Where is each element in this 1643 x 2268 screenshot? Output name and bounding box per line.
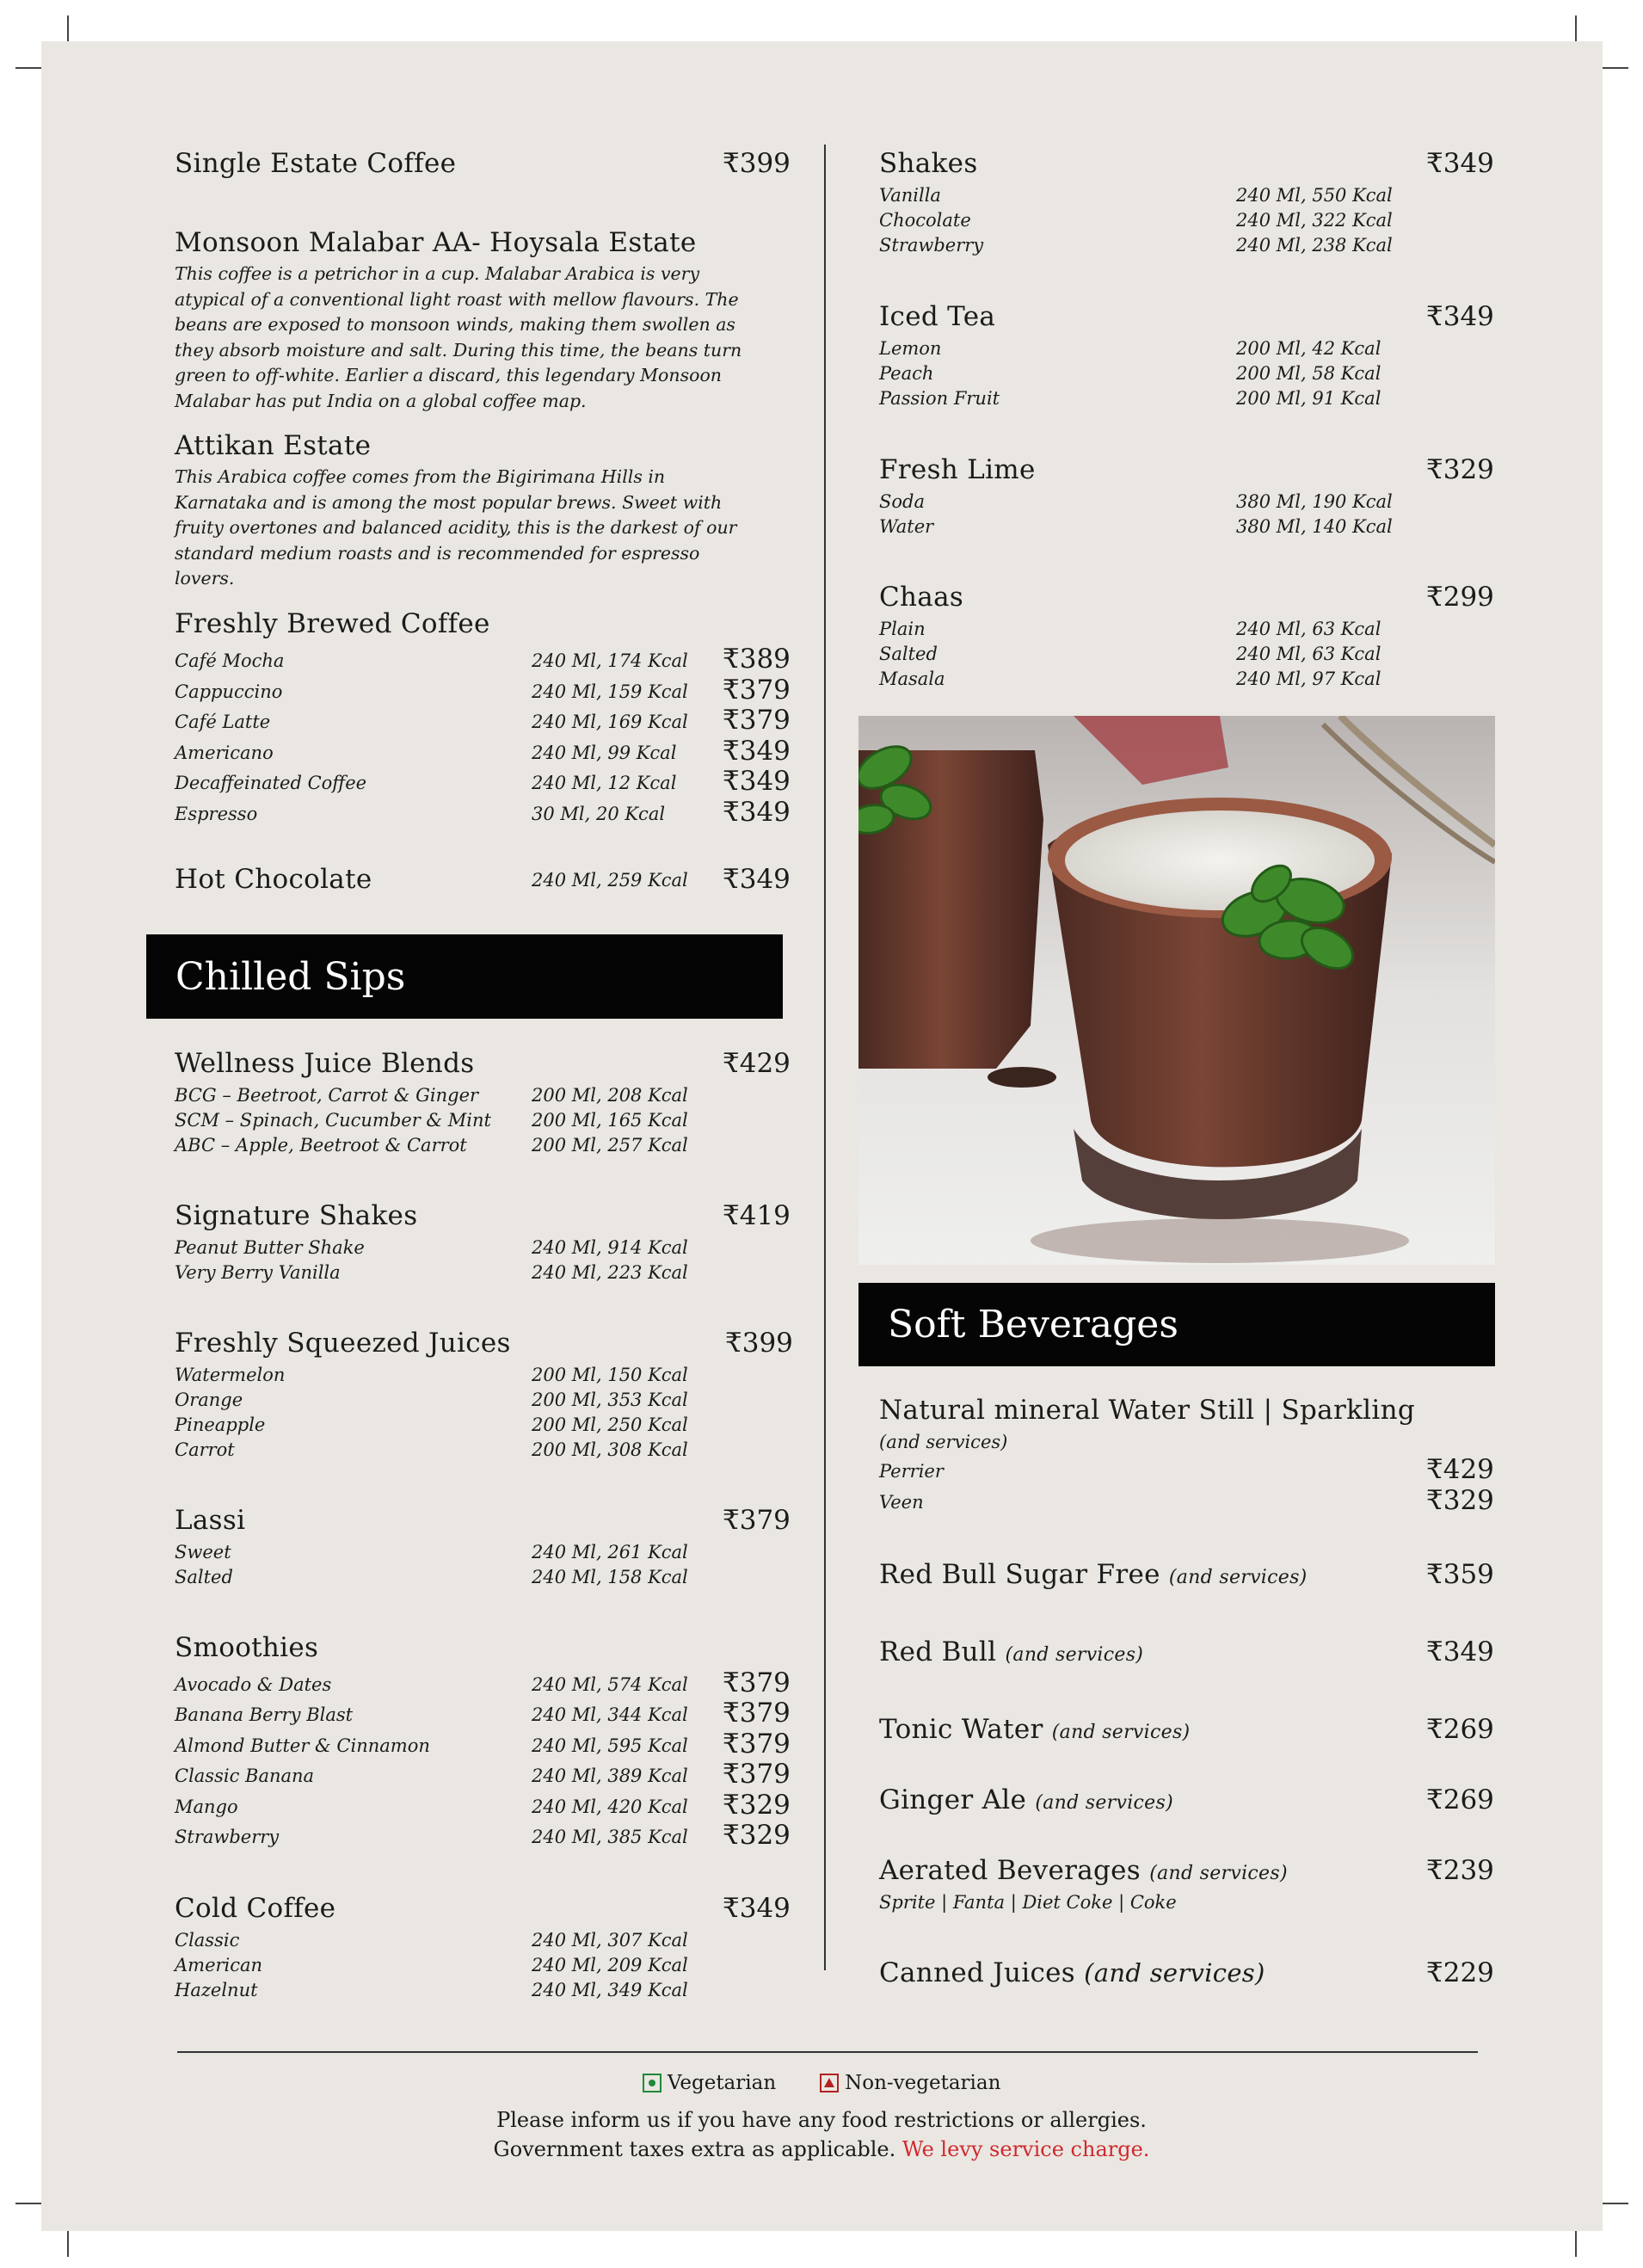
cold-coffee-item-info: 240 Ml, 349 Kcal xyxy=(532,1980,688,2000)
juice-item-info: 200 Ml, 353 Kcal xyxy=(532,1390,688,1410)
juices-price: ₹399 xyxy=(725,1328,793,1359)
lassi-cups-photo xyxy=(858,716,1495,1265)
brewed-item-price: ₹379 xyxy=(723,705,791,736)
lassi-cups-illustration xyxy=(858,716,1495,1265)
iced-tea-item-name: Lemon xyxy=(879,338,942,359)
crop-mark xyxy=(67,2231,69,2257)
smoothie-item-name: Avocado & Dates xyxy=(175,1674,332,1695)
iced-tea-item-info: 200 Ml, 58 Kcal xyxy=(1236,363,1381,384)
redbull-sf-title xyxy=(879,1559,1308,1590)
shakes-item-info: 240 Ml, 322 Kcal xyxy=(1236,210,1393,231)
smoothie-item-price: ₹379 xyxy=(723,1729,791,1760)
smoothie-item-name: Mango xyxy=(175,1797,238,1817)
smoothie-item-price: ₹379 xyxy=(723,1759,791,1790)
shakes-price: ₹349 xyxy=(1426,148,1494,179)
chaas-item-info: 240 Ml, 63 Kcal xyxy=(1236,619,1381,639)
chaas-item-name: Masala xyxy=(879,669,945,689)
juices-title: Freshly Squeezed Juices xyxy=(175,1328,511,1359)
chilled-sips-header: Chilled Sips xyxy=(146,934,783,1019)
aerated-note: (and services) xyxy=(1149,1863,1288,1884)
fresh-lime-price: ₹329 xyxy=(1426,454,1494,485)
shakes-item-name: Strawberry xyxy=(879,235,984,256)
fresh-lime-item-name: Water xyxy=(879,516,934,537)
fresh-lime-item-info: 380 Ml, 190 Kcal xyxy=(1236,491,1393,512)
shakes-item-info: 240 Ml, 238 Kcal xyxy=(1236,235,1393,256)
iced-tea-item-name: Peach xyxy=(879,363,934,384)
signature-item-info: 240 Ml, 914 Kcal xyxy=(532,1237,688,1258)
canned-juices-name: Canned Juices xyxy=(879,1957,1075,1988)
water-item-name: Perrier xyxy=(879,1461,944,1482)
water-title: Natural mineral Water Still | Sparkling xyxy=(879,1395,1416,1426)
brewed-item-info: 30 Ml, 20 Kcal xyxy=(532,804,666,824)
water-item-price: ₹329 xyxy=(1426,1485,1494,1516)
signature-item-name: Very Berry Vanilla xyxy=(175,1262,341,1283)
tonic-price: ₹269 xyxy=(1426,1714,1494,1745)
signature-item-name: Peanut Butter Shake xyxy=(175,1237,365,1258)
brewed-item-info: 240 Ml, 99 Kcal xyxy=(532,743,677,763)
cold-coffee-item-name: American xyxy=(175,1955,263,1975)
lassi-price: ₹379 xyxy=(723,1505,791,1536)
aerated-name: Aerated Beverages xyxy=(879,1855,1141,1886)
wellness-price: ₹429 xyxy=(723,1048,791,1079)
brewed-item-price: ₹349 xyxy=(723,736,791,767)
brewed-item-info: 240 Ml, 174 Kcal xyxy=(532,650,688,671)
lassi-title: Lassi xyxy=(175,1505,246,1536)
tonic-name: Tonic Water xyxy=(879,1714,1043,1745)
smoothie-item-info: 240 Ml, 420 Kcal xyxy=(532,1797,688,1817)
aerated-title xyxy=(879,1855,1288,1886)
signature-shakes-price: ₹419 xyxy=(723,1200,791,1231)
redbull-name: Red Bull xyxy=(879,1636,997,1667)
aerated-price: ₹239 xyxy=(1426,1855,1494,1886)
lassi-item-info: 240 Ml, 158 Kcal xyxy=(532,1567,688,1587)
brewed-item-price: ₹349 xyxy=(723,797,791,828)
water-item-price: ₹429 xyxy=(1426,1454,1494,1485)
fresh-lime-item-info: 380 Ml, 140 Kcal xyxy=(1236,516,1393,537)
non-veg-label: Non-vegetarian xyxy=(845,2072,1001,2094)
hot-chocolate-title: Hot Chocolate xyxy=(175,864,372,895)
redbull-price: ₹349 xyxy=(1426,1636,1494,1667)
cold-coffee-title: Cold Coffee xyxy=(175,1893,336,1924)
smoothie-item-info: 240 Ml, 574 Kcal xyxy=(532,1674,688,1695)
cold-coffee-item-info: 240 Ml, 307 Kcal xyxy=(532,1930,688,1951)
water-note: (and services) xyxy=(879,1432,1008,1452)
smoothie-item-info: 240 Ml, 595 Kcal xyxy=(532,1735,688,1756)
water-item-name: Veen xyxy=(879,1492,924,1513)
crop-mark xyxy=(67,15,69,41)
chaas-item-name: Salted xyxy=(879,644,938,664)
ginger-ale-title xyxy=(879,1784,1173,1815)
crop-mark xyxy=(15,2203,41,2204)
canned-juices-price: ₹229 xyxy=(1426,1957,1494,1988)
wellness-item-name: BCG – Beetroot, Carrot & Ginger xyxy=(175,1085,479,1106)
juice-item-name: Watermelon xyxy=(175,1365,286,1385)
wellness-item-info: 200 Ml, 165 Kcal xyxy=(532,1110,688,1131)
brewed-item-price: ₹379 xyxy=(723,675,791,706)
tax-note xyxy=(0,2137,1643,2161)
shakes-item-name: Vanilla xyxy=(879,185,941,206)
chaas-price: ₹299 xyxy=(1426,582,1494,613)
lassi-item-name: Salted xyxy=(175,1567,233,1587)
monsoon-title: Monsoon Malabar AA- Hoysala Estate xyxy=(175,227,697,258)
hot-chocolate-info: 240 Ml, 259 Kcal xyxy=(532,870,688,891)
ginger-ale-note: (and services) xyxy=(1035,1792,1173,1814)
chaas-item-name: Plain xyxy=(879,619,926,639)
wellness-item-info: 200 Ml, 257 Kcal xyxy=(532,1135,688,1156)
cold-coffee-item-name: Hazelnut xyxy=(175,1980,258,2000)
iced-tea-price: ₹349 xyxy=(1426,301,1494,332)
iced-tea-item-name: Passion Fruit xyxy=(879,388,1000,409)
iced-tea-item-info: 200 Ml, 91 Kcal xyxy=(1236,388,1381,409)
monsoon-description: This coffee is a petrichor in a cup. Malabar Arabica is very atypical of a conventional light roast with mellow flavours. The beans are exposed to monsoon winds, making them swollen as they absorb moisture and salt. During this time, the beans turn green to off-white. Earlier a discard, this legendary Monsoon Malabar has put India on a global coffee map. xyxy=(175,263,742,411)
redbull-sf-name: Red Bull Sugar Free xyxy=(879,1559,1160,1590)
service-charge-note: We levy service charge. xyxy=(901,2137,1150,2161)
smoothie-item-price: ₹379 xyxy=(723,1667,791,1698)
attikan-description: This Arabica coffee comes from the Bigirimana Hills in Karnataka and is among the most popular brews. Sweet with fruity overtones and balanced acidity, this is the darkest of our standard medium roasts and is recommended for espresso lovers. xyxy=(175,466,737,589)
brewed-item-price: ₹349 xyxy=(723,766,791,797)
canned-juices-title xyxy=(879,1957,1265,1988)
signature-shakes-title: Signature Shakes xyxy=(175,1200,418,1231)
redbull-title xyxy=(879,1636,1143,1667)
redbull-sf-note: (and services) xyxy=(1168,1567,1308,1588)
cold-coffee-price: ₹349 xyxy=(723,1893,791,1924)
brewed-item-name: Americano xyxy=(175,743,274,763)
brewed-coffee-title: Freshly Brewed Coffee xyxy=(175,608,490,639)
smoothie-item-price: ₹329 xyxy=(723,1820,791,1851)
redbull-note: (and services) xyxy=(1005,1644,1144,1666)
juice-item-info: 200 Ml, 150 Kcal xyxy=(532,1365,688,1385)
juice-item-info: 200 Ml, 308 Kcal xyxy=(532,1439,688,1460)
smoothie-item-price: ₹329 xyxy=(723,1790,791,1821)
iced-tea-item-info: 200 Ml, 42 Kcal xyxy=(1236,338,1381,359)
diet-legend xyxy=(0,2072,1643,2094)
brewed-item-name: Café Mocha xyxy=(175,650,285,671)
brewed-item-info: 240 Ml, 169 Kcal xyxy=(532,712,688,732)
brewed-item-info: 240 Ml, 159 Kcal xyxy=(532,681,688,702)
brewed-item-name: Café Latte xyxy=(175,712,271,732)
crop-mark xyxy=(1603,2203,1628,2204)
brewed-item-info: 240 Ml, 12 Kcal xyxy=(532,773,677,793)
smoothie-item-info: 240 Ml, 344 Kcal xyxy=(532,1704,688,1725)
single-estate-price: ₹399 xyxy=(723,148,791,179)
cold-coffee-item-name: Classic xyxy=(175,1930,240,1951)
footer-rule xyxy=(177,2051,1478,2053)
tonic-title xyxy=(879,1714,1190,1745)
smoothie-item-name: Banana Berry Blast xyxy=(175,1704,354,1725)
crop-mark xyxy=(1575,2231,1577,2257)
juice-item-info: 200 Ml, 250 Kcal xyxy=(532,1414,688,1435)
ginger-ale-name: Ginger Ale xyxy=(879,1784,1027,1815)
aerated-brands: Sprite | Fanta | Diet Coke | Coke xyxy=(879,1892,1177,1913)
canned-juices-note: (and services) xyxy=(1084,1958,1265,1988)
wellness-item-info: 200 Ml, 208 Kcal xyxy=(532,1085,688,1106)
signature-item-info: 240 Ml, 223 Kcal xyxy=(532,1262,688,1283)
smoothie-item-name: Almond Butter & Cinnamon xyxy=(175,1735,430,1756)
ginger-ale-price: ₹269 xyxy=(1426,1784,1494,1815)
iced-tea-title: Iced Tea xyxy=(879,301,996,332)
smoothie-item-price: ₹379 xyxy=(723,1698,791,1729)
crop-mark xyxy=(1603,67,1628,69)
allergy-note: Please inform us if you have any food restrictions or allergies. xyxy=(496,2108,1147,2132)
hot-chocolate-price: ₹349 xyxy=(723,864,791,895)
smoothie-item-info: 240 Ml, 389 Kcal xyxy=(532,1766,688,1786)
shakes-item-info: 240 Ml, 550 Kcal xyxy=(1236,185,1393,206)
fresh-lime-item-name: Soda xyxy=(879,491,925,512)
juice-item-name: Pineapple xyxy=(175,1414,266,1435)
chaas-item-info: 240 Ml, 63 Kcal xyxy=(1236,644,1381,664)
column-divider xyxy=(824,145,826,1970)
crop-mark xyxy=(15,67,41,69)
brewed-item-price: ₹389 xyxy=(723,644,791,675)
brewed-item-name: Decaffeinated Coffee xyxy=(175,773,367,793)
shakes-title: Shakes xyxy=(879,148,978,179)
wellness-item-name: ABC – Apple, Beetroot & Carrot xyxy=(175,1135,467,1156)
fresh-lime-title: Fresh Lime xyxy=(879,454,1036,485)
smoothie-item-info: 240 Ml, 385 Kcal xyxy=(532,1827,688,1847)
brewed-item-name: Espresso xyxy=(175,804,258,824)
chaas-item-info: 240 Ml, 97 Kcal xyxy=(1236,669,1381,689)
brewed-item-name: Cappuccino xyxy=(175,681,283,702)
lassi-item-name: Sweet xyxy=(175,1542,231,1562)
non-veg-icon xyxy=(820,2074,839,2092)
cold-coffee-item-info: 240 Ml, 209 Kcal xyxy=(532,1955,688,1975)
wellness-title: Wellness Juice Blends xyxy=(175,1048,475,1079)
veg-label: Vegetarian xyxy=(667,2072,777,2094)
attikan-title: Attikan Estate xyxy=(175,430,372,461)
smoothie-item-name: Strawberry xyxy=(175,1827,280,1847)
chaas-title: Chaas xyxy=(879,582,964,613)
veg-icon xyxy=(643,2074,662,2092)
tonic-note: (and services) xyxy=(1051,1722,1191,1743)
wellness-item-name: SCM – Spinach, Cucumber & Mint xyxy=(175,1110,491,1131)
juice-item-name: Carrot xyxy=(175,1439,235,1460)
shakes-item-name: Chocolate xyxy=(879,210,971,231)
juice-item-name: Orange xyxy=(175,1390,243,1410)
single-estate-title: Single Estate Coffee xyxy=(175,148,457,179)
smoothie-item-name: Classic Banana xyxy=(175,1766,315,1786)
tax-note-text: Government taxes extra as applicable. xyxy=(493,2137,896,2161)
lassi-item-info: 240 Ml, 261 Kcal xyxy=(532,1542,688,1562)
smoothies-title: Smoothies xyxy=(175,1632,319,1663)
redbull-sf-price: ₹359 xyxy=(1426,1559,1494,1590)
crop-mark xyxy=(1575,15,1577,41)
soft-beverages-header: Soft Beverages xyxy=(858,1283,1495,1366)
